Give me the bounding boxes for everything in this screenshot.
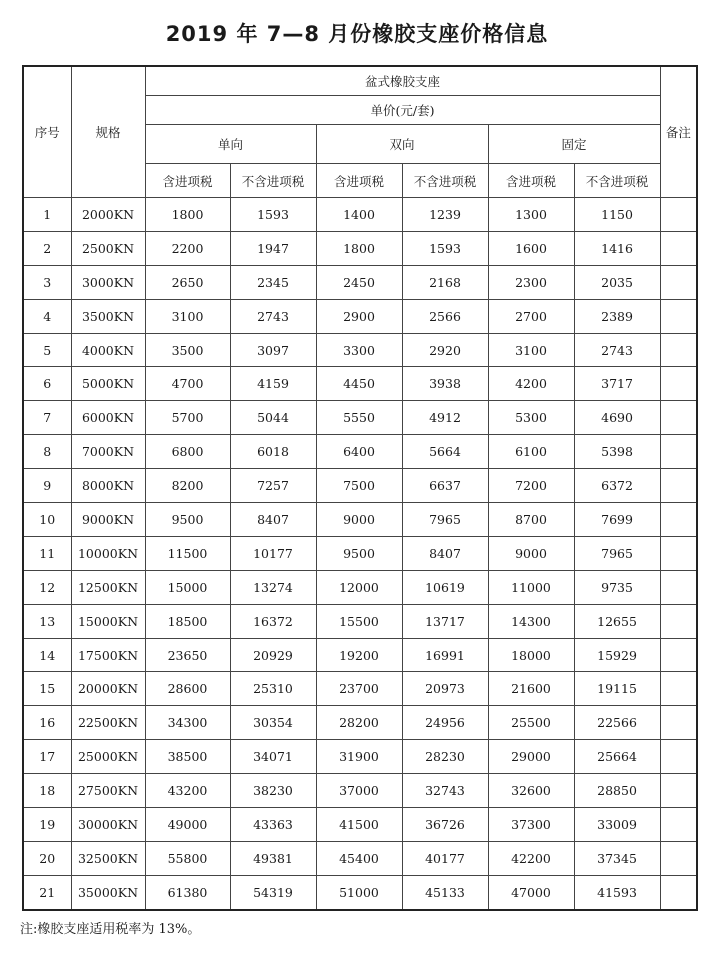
cell-spec: 4000KN — [71, 333, 145, 367]
cell-double-without-tax: 16991 — [402, 638, 488, 672]
header-spec: 规格 — [71, 66, 145, 198]
table-row — [23, 231, 697, 265]
header-remark: 备注 — [660, 66, 697, 198]
cell-fixed-with-tax: 32600 — [488, 774, 574, 808]
cell-remark — [660, 808, 697, 842]
cell-fixed-with-tax: 29000 — [488, 740, 574, 774]
cell-spec: 2000KN — [71, 198, 145, 232]
cell-fixed-with-tax: 2300 — [488, 265, 574, 299]
cell-fixed-without-tax: 2389 — [574, 299, 660, 333]
cell-seq: 8 — [23, 435, 71, 469]
cell-double-with-tax: 2450 — [316, 265, 402, 299]
cell-remark — [660, 841, 697, 875]
header-fixed-without-tax: 不含进项税 — [574, 164, 660, 198]
cell-single-without-tax: 1593 — [230, 198, 316, 232]
cell-double-with-tax: 23700 — [316, 672, 402, 706]
cell-fixed-without-tax: 12655 — [574, 604, 660, 638]
cell-remark — [660, 265, 697, 299]
cell-remark — [660, 401, 697, 435]
header-double: 双向 — [316, 125, 488, 164]
table-row — [23, 198, 697, 232]
cell-double-without-tax: 8407 — [402, 536, 488, 570]
cell-fixed-without-tax: 41593 — [574, 875, 660, 909]
cell-single-with-tax: 15000 — [145, 570, 230, 604]
cell-single-without-tax: 30354 — [230, 706, 316, 740]
header-fixed: 固定 — [488, 125, 660, 164]
cell-fixed-without-tax: 1416 — [574, 231, 660, 265]
cell-fixed-without-tax: 2035 — [574, 265, 660, 299]
cell-remark — [660, 198, 697, 232]
cell-single-without-tax: 7257 — [230, 469, 316, 503]
cell-spec: 25000KN — [71, 740, 145, 774]
table-row — [23, 299, 697, 333]
cell-fixed-with-tax: 1600 — [488, 231, 574, 265]
cell-single-with-tax: 18500 — [145, 604, 230, 638]
cell-fixed-without-tax: 37345 — [574, 841, 660, 875]
cell-fixed-with-tax: 47000 — [488, 875, 574, 909]
cell-single-with-tax: 38500 — [145, 740, 230, 774]
cell-double-without-tax: 1239 — [402, 198, 488, 232]
table-row — [23, 672, 697, 706]
cell-remark — [660, 536, 697, 570]
cell-double-without-tax: 36726 — [402, 808, 488, 842]
cell-double-with-tax: 7500 — [316, 469, 402, 503]
cell-single-with-tax: 8200 — [145, 469, 230, 503]
cell-double-without-tax: 6637 — [402, 469, 488, 503]
cell-seq: 15 — [23, 672, 71, 706]
header-group: 盆式橡胶支座 — [145, 66, 660, 96]
cell-double-with-tax: 41500 — [316, 808, 402, 842]
footnote: 注:橡胶支座适用税率为 13%。 — [20, 922, 201, 937]
header-seq: 序号 — [23, 66, 71, 198]
cell-remark — [660, 469, 697, 503]
cell-double-with-tax: 45400 — [316, 841, 402, 875]
cell-fixed-with-tax: 1300 — [488, 198, 574, 232]
cell-spec: 8000KN — [71, 469, 145, 503]
cell-double-with-tax: 9500 — [316, 536, 402, 570]
cell-remark — [660, 706, 697, 740]
table-row — [23, 536, 697, 570]
cell-seq: 11 — [23, 536, 71, 570]
cell-fixed-with-tax: 4200 — [488, 367, 574, 401]
cell-remark — [660, 231, 697, 265]
cell-seq: 12 — [23, 570, 71, 604]
cell-fixed-with-tax: 3100 — [488, 333, 574, 367]
cell-seq: 14 — [23, 638, 71, 672]
cell-fixed-without-tax: 7699 — [574, 503, 660, 537]
header-single-with-tax: 含进项税 — [145, 164, 230, 198]
cell-spec: 15000KN — [71, 604, 145, 638]
page-title: 2019 年 7—8 月份橡胶支座价格信息 — [165, 22, 549, 46]
cell-remark — [660, 638, 697, 672]
cell-single-without-tax: 4159 — [230, 367, 316, 401]
cell-fixed-without-tax: 4690 — [574, 401, 660, 435]
header-fixed-with-tax: 含进项税 — [488, 164, 574, 198]
cell-double-with-tax: 6400 — [316, 435, 402, 469]
cell-single-without-tax: 20929 — [230, 638, 316, 672]
cell-single-without-tax: 49381 — [230, 841, 316, 875]
cell-single-with-tax: 2200 — [145, 231, 230, 265]
cell-single-without-tax: 16372 — [230, 604, 316, 638]
cell-remark — [660, 740, 697, 774]
cell-single-with-tax: 49000 — [145, 808, 230, 842]
cell-single-without-tax: 6018 — [230, 435, 316, 469]
cell-fixed-with-tax: 5300 — [488, 401, 574, 435]
cell-remark — [660, 503, 697, 537]
cell-double-with-tax: 5550 — [316, 401, 402, 435]
cell-seq: 21 — [23, 875, 71, 909]
cell-single-with-tax: 6800 — [145, 435, 230, 469]
cell-single-without-tax: 25310 — [230, 672, 316, 706]
cell-double-with-tax: 1400 — [316, 198, 402, 232]
cell-double-with-tax: 12000 — [316, 570, 402, 604]
cell-fixed-with-tax: 2700 — [488, 299, 574, 333]
cell-double-without-tax: 32743 — [402, 774, 488, 808]
table-row — [23, 808, 697, 842]
cell-fixed-without-tax: 1150 — [574, 198, 660, 232]
cell-fixed-without-tax: 19115 — [574, 672, 660, 706]
cell-single-with-tax: 55800 — [145, 841, 230, 875]
table-row — [23, 570, 697, 604]
cell-double-without-tax: 1593 — [402, 231, 488, 265]
cell-fixed-without-tax: 33009 — [574, 808, 660, 842]
cell-seq: 7 — [23, 401, 71, 435]
table-row — [23, 638, 697, 672]
table-row — [23, 706, 697, 740]
cell-double-without-tax: 2168 — [402, 265, 488, 299]
cell-seq: 1 — [23, 198, 71, 232]
cell-single-without-tax: 10177 — [230, 536, 316, 570]
cell-seq: 18 — [23, 774, 71, 808]
cell-fixed-with-tax: 9000 — [488, 536, 574, 570]
cell-fixed-with-tax: 8700 — [488, 503, 574, 537]
cell-seq: 4 — [23, 299, 71, 333]
cell-fixed-without-tax: 6372 — [574, 469, 660, 503]
cell-fixed-with-tax: 21600 — [488, 672, 574, 706]
cell-single-without-tax: 2345 — [230, 265, 316, 299]
cell-remark — [660, 299, 697, 333]
cell-seq: 5 — [23, 333, 71, 367]
cell-spec: 6000KN — [71, 401, 145, 435]
cell-double-without-tax: 24956 — [402, 706, 488, 740]
cell-single-with-tax: 5700 — [145, 401, 230, 435]
cell-double-with-tax: 4450 — [316, 367, 402, 401]
cell-spec: 17500KN — [71, 638, 145, 672]
cell-fixed-without-tax: 28850 — [574, 774, 660, 808]
cell-fixed-without-tax: 25664 — [574, 740, 660, 774]
cell-remark — [660, 435, 697, 469]
cell-double-with-tax: 31900 — [316, 740, 402, 774]
cell-single-with-tax: 34300 — [145, 706, 230, 740]
cell-double-without-tax: 7965 — [402, 503, 488, 537]
cell-single-without-tax: 1947 — [230, 231, 316, 265]
cell-double-without-tax: 20973 — [402, 672, 488, 706]
cell-spec: 3500KN — [71, 299, 145, 333]
cell-remark — [660, 570, 697, 604]
cell-remark — [660, 333, 697, 367]
cell-spec: 9000KN — [71, 503, 145, 537]
cell-single-with-tax: 3500 — [145, 333, 230, 367]
cell-single-without-tax: 34071 — [230, 740, 316, 774]
cell-fixed-with-tax: 18000 — [488, 638, 574, 672]
header-single-without-tax: 不含进项税 — [230, 164, 316, 198]
cell-fixed-with-tax: 42200 — [488, 841, 574, 875]
cell-fixed-with-tax: 37300 — [488, 808, 574, 842]
table-row — [23, 875, 697, 909]
cell-double-with-tax: 9000 — [316, 503, 402, 537]
cell-double-without-tax: 5664 — [402, 435, 488, 469]
cell-single-with-tax: 9500 — [145, 503, 230, 537]
cell-single-without-tax: 54319 — [230, 875, 316, 909]
header-double-with-tax: 含进项税 — [316, 164, 402, 198]
table-row — [23, 367, 697, 401]
cell-fixed-with-tax: 11000 — [488, 570, 574, 604]
cell-double-with-tax: 51000 — [316, 875, 402, 909]
cell-double-without-tax: 4912 — [402, 401, 488, 435]
table-row — [23, 774, 697, 808]
cell-remark — [660, 604, 697, 638]
cell-single-without-tax: 38230 — [230, 774, 316, 808]
cell-double-without-tax: 10619 — [402, 570, 488, 604]
cell-fixed-with-tax: 6100 — [488, 435, 574, 469]
cell-single-with-tax: 23650 — [145, 638, 230, 672]
table-row — [23, 503, 697, 537]
cell-spec: 35000KN — [71, 875, 145, 909]
cell-single-without-tax: 13274 — [230, 570, 316, 604]
cell-double-without-tax: 13717 — [402, 604, 488, 638]
cell-fixed-without-tax: 9735 — [574, 570, 660, 604]
cell-single-without-tax: 8407 — [230, 503, 316, 537]
cell-double-with-tax: 2900 — [316, 299, 402, 333]
cell-fixed-without-tax: 3717 — [574, 367, 660, 401]
table-body — [23, 198, 697, 910]
cell-single-without-tax: 43363 — [230, 808, 316, 842]
cell-single-with-tax: 3100 — [145, 299, 230, 333]
cell-double-with-tax: 37000 — [316, 774, 402, 808]
cell-seq: 3 — [23, 265, 71, 299]
cell-double-with-tax: 19200 — [316, 638, 402, 672]
table-row — [23, 333, 697, 367]
cell-fixed-without-tax: 5398 — [574, 435, 660, 469]
cell-single-with-tax: 43200 — [145, 774, 230, 808]
cell-single-with-tax: 11500 — [145, 536, 230, 570]
cell-spec: 10000KN — [71, 536, 145, 570]
cell-seq: 9 — [23, 469, 71, 503]
cell-remark — [660, 875, 697, 909]
header-double-without-tax: 不含进项税 — [402, 164, 488, 198]
cell-seq: 6 — [23, 367, 71, 401]
cell-fixed-with-tax: 7200 — [488, 469, 574, 503]
cell-double-with-tax: 3300 — [316, 333, 402, 367]
cell-single-without-tax: 2743 — [230, 299, 316, 333]
cell-seq: 19 — [23, 808, 71, 842]
cell-seq: 10 — [23, 503, 71, 537]
cell-double-with-tax: 15500 — [316, 604, 402, 638]
cell-seq: 17 — [23, 740, 71, 774]
cell-spec: 27500KN — [71, 774, 145, 808]
cell-seq: 13 — [23, 604, 71, 638]
cell-remark — [660, 367, 697, 401]
cell-double-without-tax: 40177 — [402, 841, 488, 875]
cell-spec: 7000KN — [71, 435, 145, 469]
cell-single-with-tax: 1800 — [145, 198, 230, 232]
cell-fixed-without-tax: 7965 — [574, 536, 660, 570]
cell-double-without-tax: 45133 — [402, 875, 488, 909]
cell-seq: 16 — [23, 706, 71, 740]
cell-single-with-tax: 28600 — [145, 672, 230, 706]
table-row — [23, 841, 697, 875]
cell-fixed-without-tax: 22566 — [574, 706, 660, 740]
cell-single-with-tax: 4700 — [145, 367, 230, 401]
table-row — [23, 265, 697, 299]
cell-fixed-without-tax: 15929 — [574, 638, 660, 672]
cell-double-without-tax: 2920 — [402, 333, 488, 367]
cell-spec: 2500KN — [71, 231, 145, 265]
cell-remark — [660, 672, 697, 706]
cell-double-with-tax: 28200 — [316, 706, 402, 740]
cell-single-with-tax: 2650 — [145, 265, 230, 299]
cell-spec: 5000KN — [71, 367, 145, 401]
cell-spec: 3000KN — [71, 265, 145, 299]
cell-spec: 30000KN — [71, 808, 145, 842]
table-row — [23, 401, 697, 435]
table-row — [23, 604, 697, 638]
cell-spec: 20000KN — [71, 672, 145, 706]
cell-seq: 2 — [23, 231, 71, 265]
cell-remark — [660, 774, 697, 808]
cell-seq: 20 — [23, 841, 71, 875]
cell-spec: 12500KN — [71, 570, 145, 604]
cell-fixed-with-tax: 14300 — [488, 604, 574, 638]
cell-double-with-tax: 1800 — [316, 231, 402, 265]
header-single: 单向 — [145, 125, 316, 164]
table-row — [23, 740, 697, 774]
cell-spec: 22500KN — [71, 706, 145, 740]
cell-double-without-tax: 3938 — [402, 367, 488, 401]
cell-fixed-with-tax: 25500 — [488, 706, 574, 740]
cell-spec: 32500KN — [71, 841, 145, 875]
cell-single-without-tax: 5044 — [230, 401, 316, 435]
cell-single-without-tax: 3097 — [230, 333, 316, 367]
header-unit: 单价(元/套) — [145, 96, 660, 125]
price-table — [22, 65, 698, 911]
table-row — [23, 435, 697, 469]
cell-double-without-tax: 28230 — [402, 740, 488, 774]
cell-fixed-without-tax: 2743 — [574, 333, 660, 367]
cell-double-without-tax: 2566 — [402, 299, 488, 333]
cell-single-with-tax: 61380 — [145, 875, 230, 909]
table-row — [23, 469, 697, 503]
